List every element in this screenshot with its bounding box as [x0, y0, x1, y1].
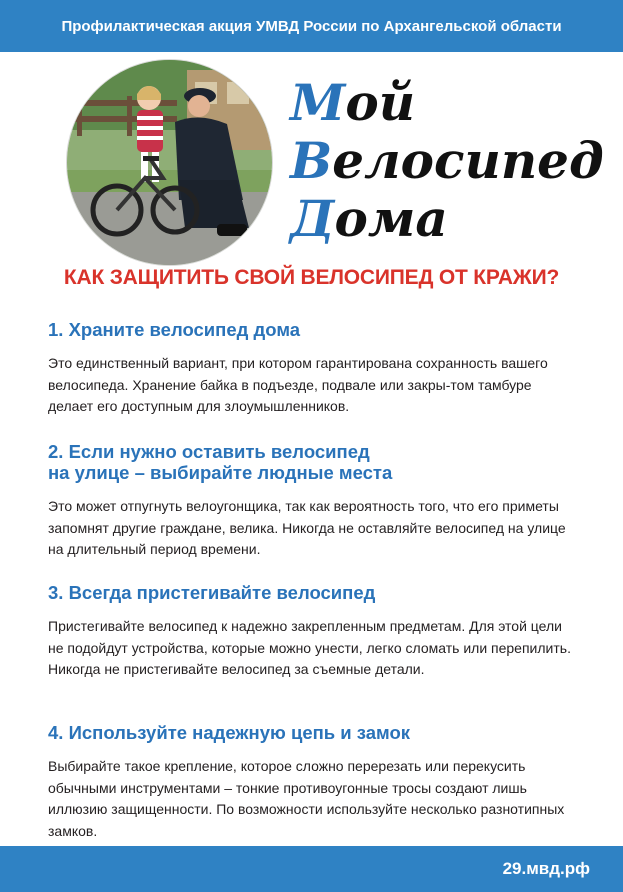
- tip-title: 1. Храните велосипед дома: [48, 319, 301, 340]
- logo-line-2: Велосипед: [290, 131, 604, 190]
- tip-body: Это единственный вариант, при котором гарантирована сохранность вашего велосипеда. Хранение байка в подъезде, подвале или закры-том тамбуре делает его доступным для злоумышленников.: [48, 355, 548, 414]
- website-link[interactable]: 29.мвд.рф: [502, 859, 590, 878]
- main-headline: КАК ЗАЩИТИТЬ СВОЙ ВЕЛОСИПЕД ОТ КРАЖИ?: [63, 266, 560, 289]
- footer-bar: [0, 846, 623, 892]
- header-bar: [0, 0, 623, 52]
- photo-police-officer-with-child: [67, 60, 272, 265]
- tip-section-3: [48, 582, 578, 681]
- photo-illustration: [67, 60, 272, 265]
- tip-body: Выбирайте такое крепление, которое сложно перерезать или перекусить обычными инструментами – тонкие противоугонные тросы создают лишь иллюзию защищенности. По возможности используйте несколько разнотипных замков.: [48, 758, 565, 839]
- tip-title: 3. Всегда пристегивайте велосипед: [48, 582, 376, 603]
- tip-body: Пристегивайте велосипед к надежно закрепленным предметам. Для этой цели не подойдут устройства, которые можно унести, легко сломать или перепилить. Никогда не пристегивайте велосипед за съемные детали.: [48, 618, 571, 677]
- tip-section-4: [48, 722, 578, 842]
- header-title: Профилактическая акция УМВД России по Архангельской области: [61, 17, 562, 35]
- campaign-logo-text: [290, 74, 604, 248]
- tip-body: Это может отпугнуть велоугонщика, так как вероятность того, что его приметы запомнят другие граждане, велика. Никогда не оставляйте велосипед на улице на длительный период времени.: [48, 498, 566, 557]
- tip-section-2: [48, 441, 578, 561]
- tip-title: 2. Если нужно оставить велосипед на улице – выбирайте людные места: [48, 441, 393, 483]
- tip-section-1: [48, 319, 578, 418]
- logo-line-3: Дома: [290, 189, 448, 248]
- tip-title: 4. Используйте надежную цепь и замок: [48, 722, 411, 743]
- logo-line-1: Мой: [290, 73, 416, 132]
